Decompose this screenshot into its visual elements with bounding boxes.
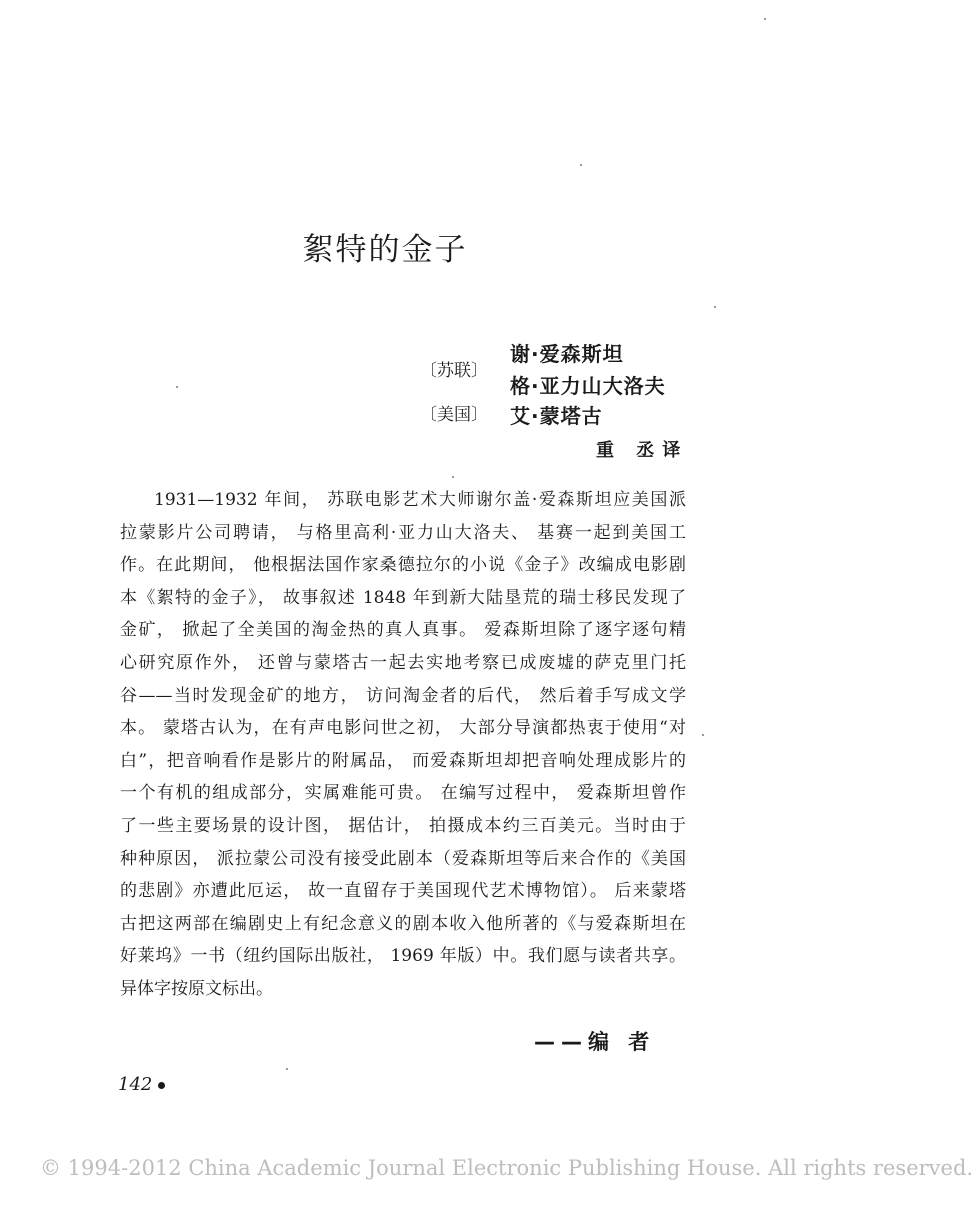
body-line: 好莱坞》一书（纽约国际出版社， 1969 年版）中。我们愿与读者共享。 (120, 946, 686, 967)
body-line: 作。在此期间， 他根据法国作家桑德拉尔的小说《金子》改编成电影剧 (120, 555, 686, 576)
author-name-montagu: 艾·蒙塔古 (510, 404, 603, 428)
copyright-watermark: © 1994-2012 China Academic Journal Electronic Publishing House. All rights reserved. (40, 1156, 973, 1180)
article-title: 絮特的金子 (302, 232, 468, 268)
translator-credit: 重 丞译 (596, 440, 689, 461)
page-number-text: 142 (118, 1074, 153, 1095)
body-line: 异体字按原文标出。 (120, 978, 273, 999)
scan-speck (702, 734, 704, 736)
scan-speck (714, 306, 716, 308)
page-bullet-icon (158, 1082, 165, 1089)
scan-speck (176, 386, 178, 388)
body-line: 心研究原作外， 还曾与蒙塔古一起去实地考察已成废墟的萨克里门托 (120, 652, 686, 673)
body-line: 1931—1932 年间， 苏联电影艺术大师谢尔盖·爱森斯坦应美国派 (154, 490, 686, 510)
author-country-soviet: 〔苏联〕 (420, 361, 488, 381)
body-line: 谷——当时发现金矿的地方， 访问淘金者的后代， 然后着手写成文学 (120, 685, 686, 706)
body-line: 拉蒙影片公司聘请， 与格里高利·亚力山大洛夫、 基赛一起到美国工 (120, 522, 686, 543)
scan-speck (452, 476, 454, 478)
scan-speck (580, 164, 582, 166)
author-name-alexandrov: 格·亚力山大洛夫 (510, 374, 666, 398)
body-line: 一个有机的组成部分，实属难能可贵。 在编写过程中， 爱森斯坦曾作 (120, 783, 686, 804)
body-line: 种种原因， 派拉蒙公司没有接受此剧本（爱森斯坦等后来合作的《美国 (120, 848, 686, 869)
page-number (118, 1074, 165, 1095)
body-line: 了一些主要场景的设计图， 据估计， 拍摄成本约三百美元。当时由于 (120, 815, 686, 836)
body-line: 的悲剧》亦遭此厄运， 故一直留存于美国现代艺术博物馆）。 后来蒙塔 (120, 881, 686, 902)
body-line: 本。 蒙塔古认为，在有声电影问世之初， 大部分导演都热衷于使用“对 (120, 718, 686, 739)
scan-speck (764, 18, 766, 20)
author-name-eisenstein: 谢·爱森斯坦 (510, 342, 624, 366)
body-line: 金矿， 掀起了全美国的淘金热的真人真事。 爱森斯坦除了逐字逐句精 (120, 620, 686, 641)
scan-speck (286, 1068, 288, 1070)
body-line: 白”，把音响看作是影片的附属品， 而爱森斯坦却把音响处理成影片的 (120, 750, 686, 771)
body-line: 古把这两部在编剧史上有纪念意义的剧本收入他所著的《与爱森斯坦在 (120, 913, 686, 934)
body-line: 本《絮特的金子》， 故事叙述 1848 年到新大陆垦荒的瑞士移民发现了 (120, 587, 686, 608)
editor-signature: ——编 者 (534, 1030, 656, 1054)
editor-note-body (120, 484, 686, 1006)
author-country-usa: 〔美国〕 (420, 405, 488, 425)
